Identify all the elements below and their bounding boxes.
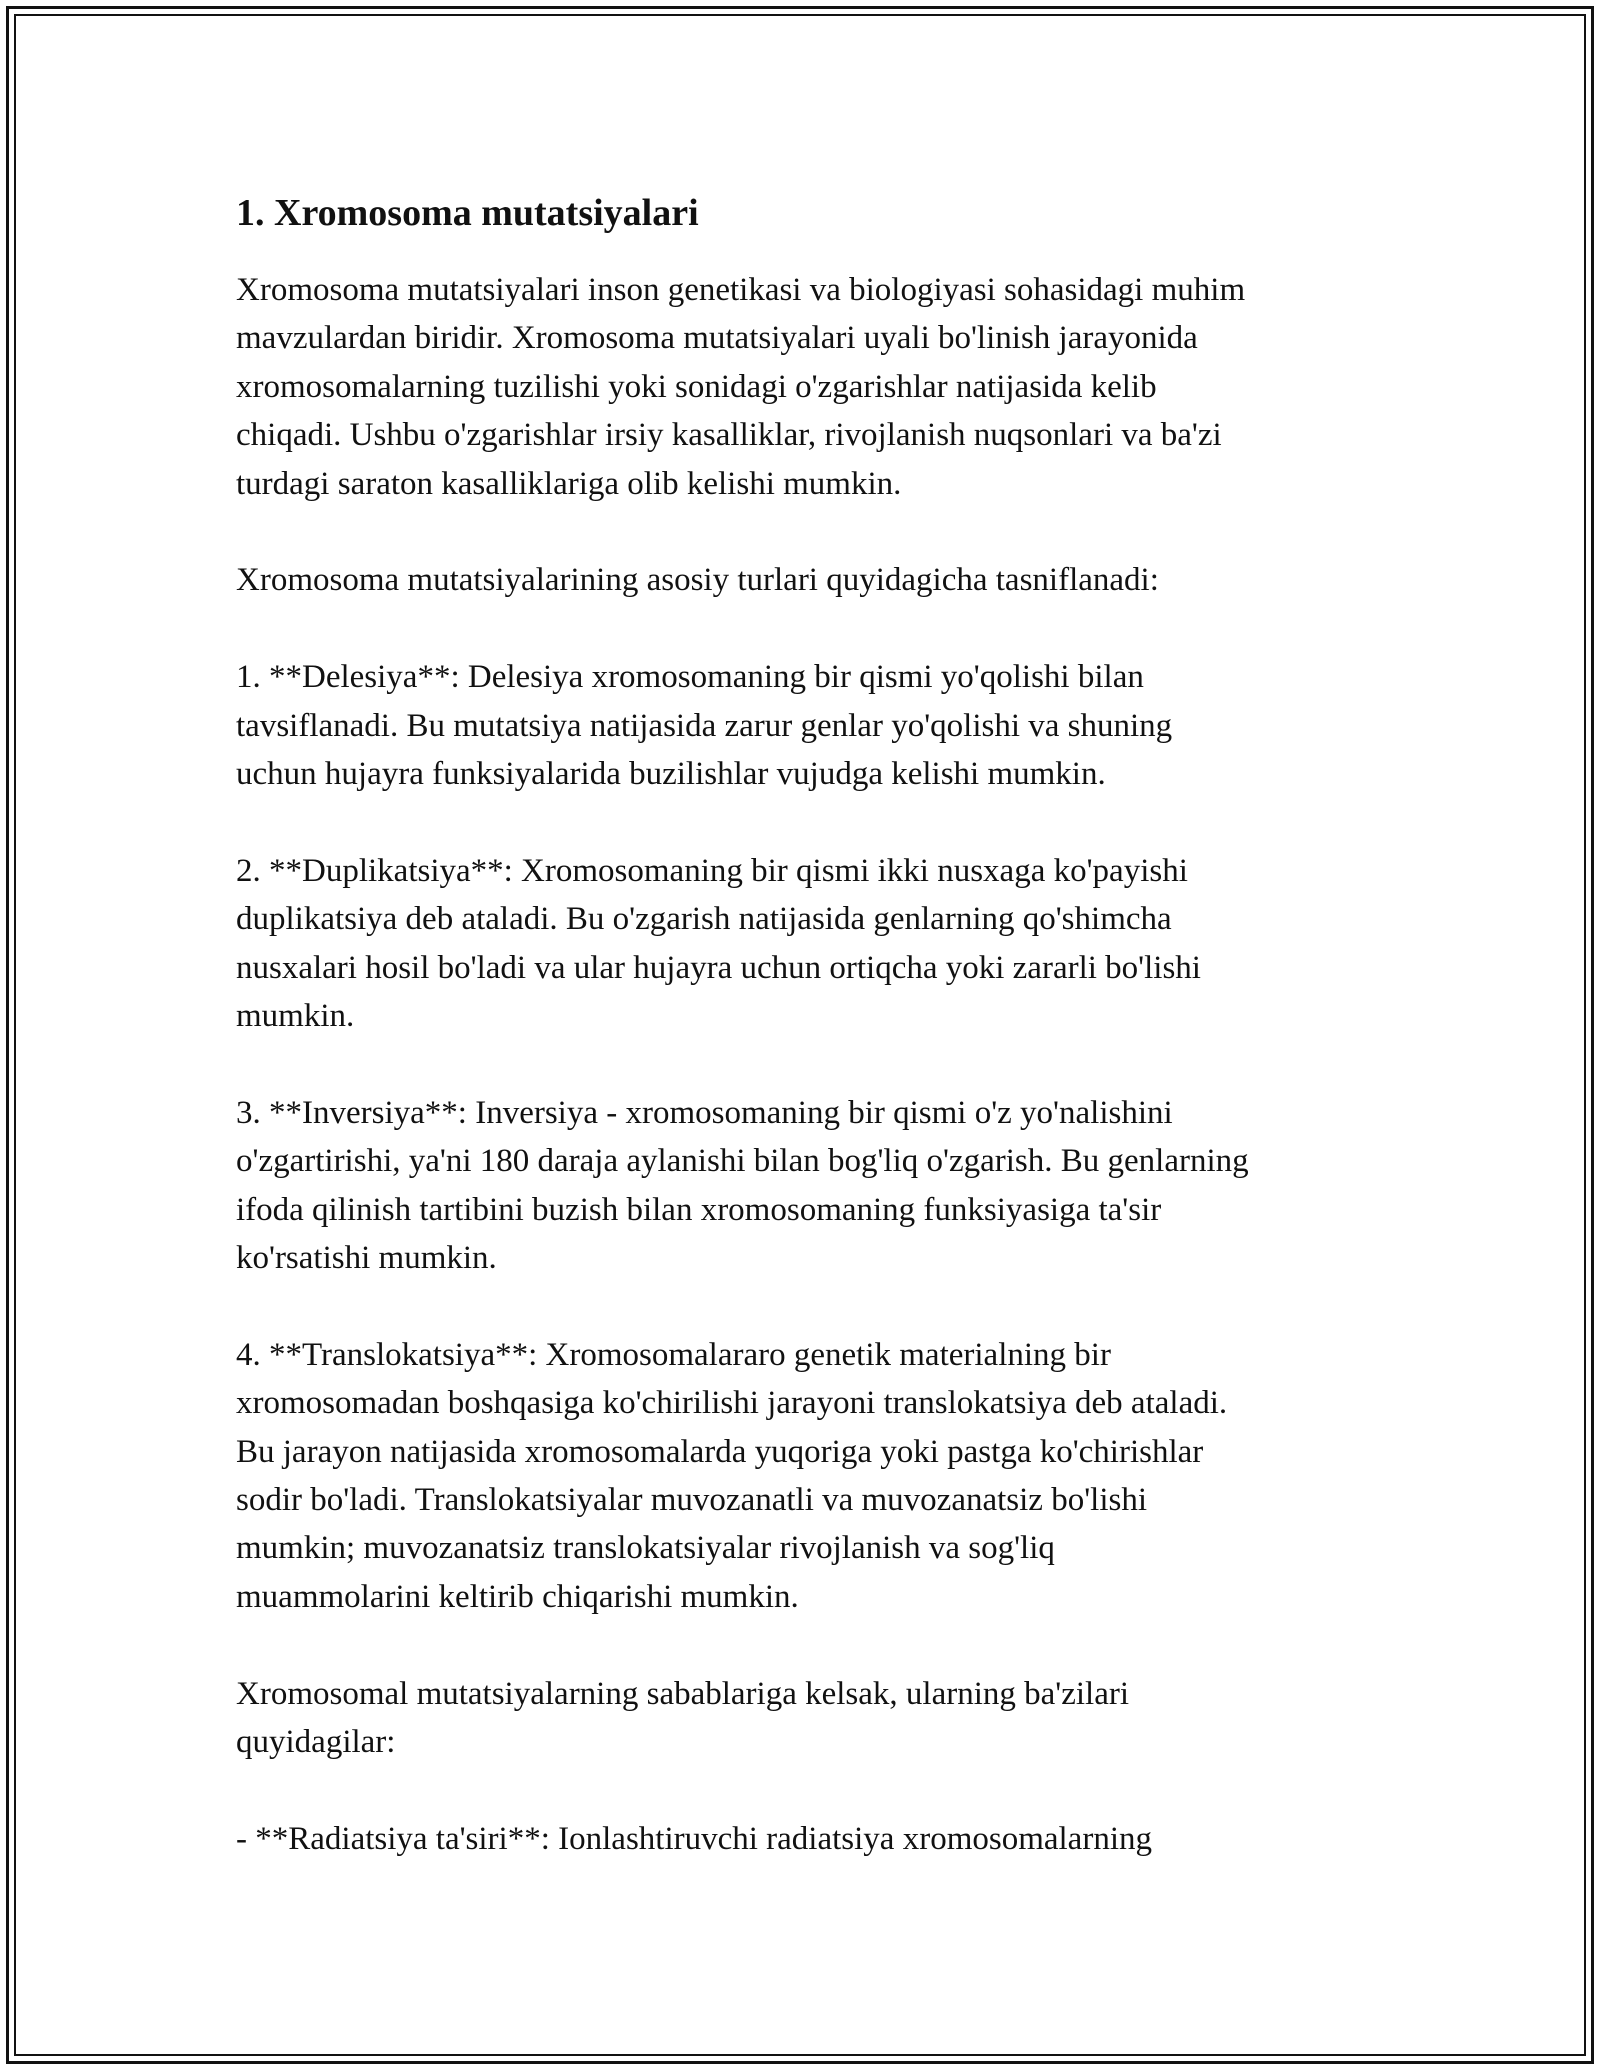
paragraph-spacer (236, 605, 1386, 653)
paragraph-spacer (236, 1621, 1386, 1669)
types-intro-paragraph: Xromosoma mutatsiyalarining asosiy turlari quyidagicha tasniflanadi: (236, 562, 1159, 599)
list-item-inversion: 3. **Inversiya**: Inversiya - xromosomaning bir qismi o'z yo'nalishini o'zgartirishi, ya'ni 180 daraja aylanishi bilan bog'liq o'zgarish. Bu genlarning ifoda qilinish tartibini buzish bilan xromosomaning funksiyasiga ta'sir ko'rsatishi mumkin. (236, 1094, 1249, 1277)
causes-intro-paragraph: Xromosomal mutatsiyalarning sabablariga kelsak, ularning ba'zilari quyidagilar: (236, 1675, 1130, 1761)
list-item-duplication: 2. **Duplikatsiya**: Xromosomaning bir qismi ikki nusxaga ko'payishi duplikatsiya deb ataladi. Bu o'zgarish natijasida genlarning qo'shimcha nusxalari hosil bo'ladi va ular hujayra uchun ortiqcha yoki zararli bo'lishi mumkin. (236, 852, 1201, 1035)
paragraph-spacer (236, 798, 1386, 846)
bullet-item-radiation: - **Radiatsiya ta'siri**: Ionlashtiruvchi radiatsiya xromosomalarning (236, 1820, 1152, 1857)
paragraph-spacer (236, 508, 1386, 556)
document-title: 1. Xromosoma mutatsiyalari (236, 192, 699, 234)
paragraph-spacer (236, 1767, 1386, 1815)
document-body (236, 188, 1386, 1863)
list-item-deletion: 1. **Delesiya**: Delesiya xromosomaning bir qismi yo'qolishi bilan tavsiflanadi. Bu mutatsiya natijasida zarur genlar yo'qolishi va shuning uchun hujayra funksiyalarida buzilishlar vujudga kelishi mumkin. (236, 659, 1173, 793)
paragraph-spacer (236, 1040, 1386, 1088)
intro-paragraph: Xromosoma mutatsiyalari inson genetikasi va biologiyasi sohasidagi muhim mavzulardan biridir. Xromosoma mutatsiyalari uyali bo'linish jarayonida xromosomalarning tuzilishi yoki sonidagi o'zgarishlar natijasida kelib chiqadi. Ushbu o'zgarishlar irsiy kasalliklar, rivojlanish nuqsonlari va ba'zi turdagi saraton kasalliklariga olib kelishi mumkin. (236, 272, 1246, 502)
paragraph-spacer (236, 1282, 1386, 1330)
list-item-translocation: 4. **Translokatsiya**: Xromosomalararo genetik materialning bir xromosomadan boshqasiga ko'chirilishi jarayoni translokatsiya deb ataladi. Bu jarayon natijasida xromosomalarda yuqoriga yoki pastga ko'chirishlar sodir bo'ladi. Translokatsiyalar muvozanatli va muvozanatsiz bo'lishi mumkin; muvozanatsiz translokatsiyalar rivojlanish va sog'liq muammolarini keltirib chiqarishi mumkin. (236, 1336, 1228, 1615)
